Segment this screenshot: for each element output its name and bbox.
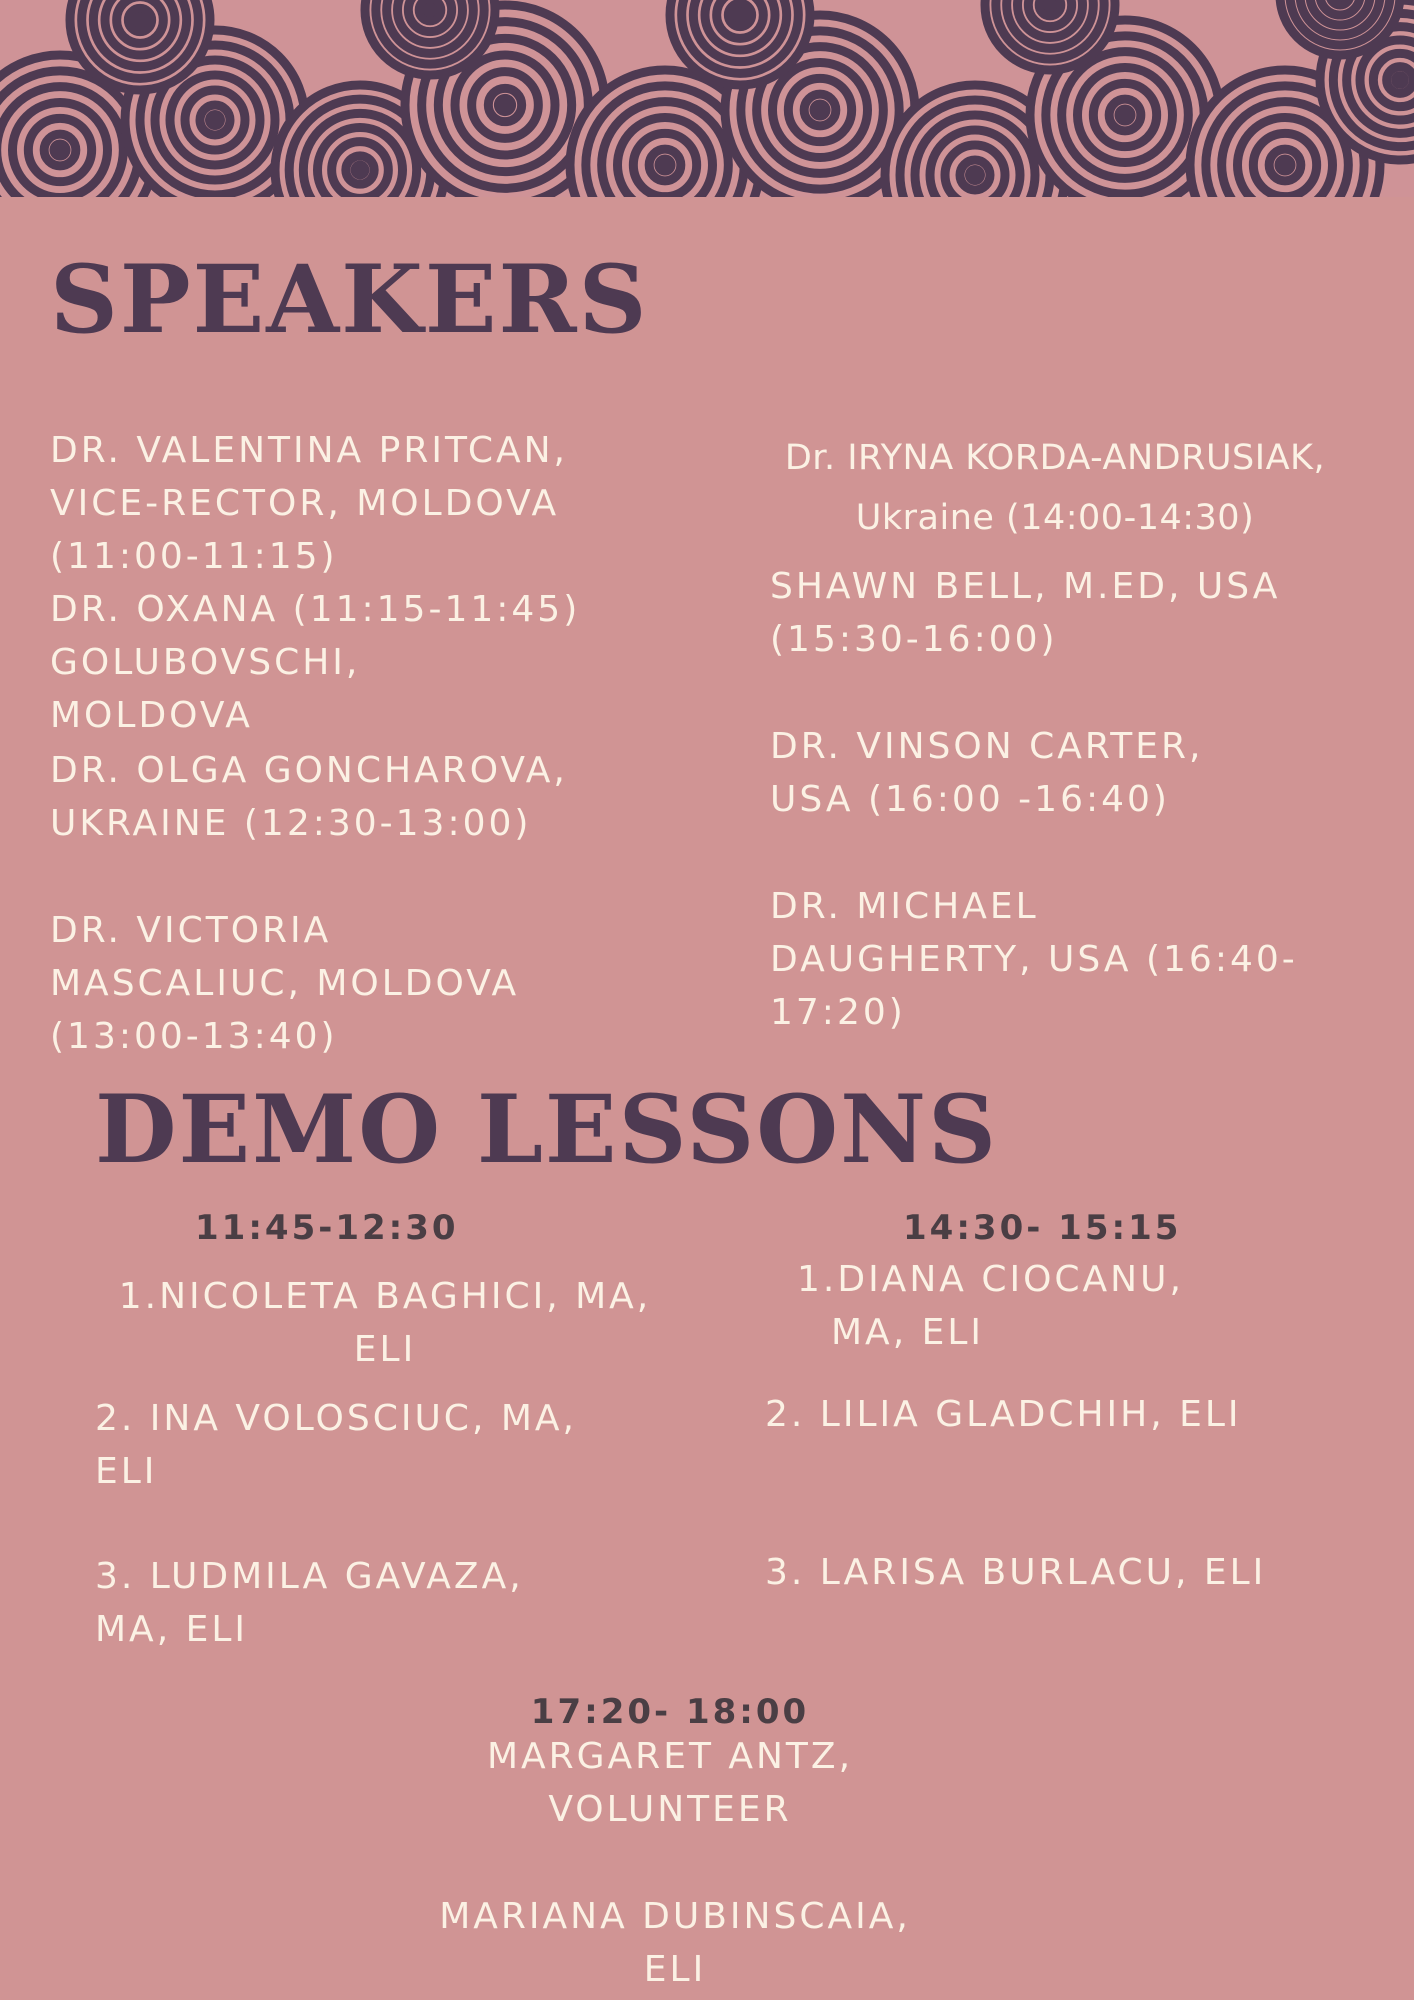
decorative-banner xyxy=(0,0,1414,197)
demo-lesson-volosciuc: 2. INA VOLOSCIUC, MA, ELI xyxy=(95,1398,577,1492)
speaker-mascaliuc: DR. VICTORIA MASCALIUC, MOLDOVA (13:00-13:40) xyxy=(50,910,520,1057)
demo-lesson-dubinscaia: MARIANA DUBINSCAIA, ELI xyxy=(439,1896,911,1990)
speaker-goncharova: DR. OLGA GONCHAROVA, UKRAINE (12:30-13:00) xyxy=(50,750,568,844)
demo-lesson-gavaza: 3. LUDMILA GAVAZA, MA, ELI xyxy=(95,1556,524,1650)
demo-lessons-heading: DEMO LESSONS xyxy=(95,1075,998,1185)
demo-lesson-gladchih: 2. LILIA GLADCHIH, ELI xyxy=(765,1394,1242,1435)
speakers-heading: SPEAKERS xyxy=(50,245,649,355)
demo-time-right: 14:30- 15:15 xyxy=(903,1208,1182,1248)
speaker-daugherty: DR. MICHAEL DAUGHERTY, USA (16:40- 17:20) xyxy=(770,886,1298,1033)
speaker-carter: DR. VINSON CARTER, USA (16:00 -16:40) xyxy=(770,726,1204,820)
demo-lesson-ciocanu: 1.DIANA CIOCANU, MA, ELI xyxy=(797,1259,1184,1353)
speaker-bell: SHAWN BELL, M.ED, USA (15:30-16:00) xyxy=(770,566,1281,660)
demo-lesson-baghici: 1.NICOLETA BAGHICI, MA, ELI xyxy=(118,1276,652,1370)
speaker-pritcan: DR. VALENTINA PRITCAN, VICE-RECTOR, MOLDOVA (11:00-11:15) xyxy=(50,430,568,577)
swirl-pattern-icon xyxy=(0,0,1414,197)
demo-time-bottom: 17:20- 18:00 xyxy=(530,1692,810,1732)
demo-lesson-antz: MARGARET ANTZ, VOLUNTEER xyxy=(486,1736,854,1830)
demo-lesson-burlacu: 3. LARISA BURLACU, ELI xyxy=(765,1552,1267,1593)
speaker-golubovschi: DR. OXANA (11:15-11:45) GOLUBOVSCHI, MOLDOVA xyxy=(50,589,581,736)
demo-time-left: 11:45-12:30 xyxy=(195,1208,459,1248)
speaker-korda-andrusiak: Dr. IRYNA KORDA-ANDRUSIAK, Ukraine (14:00-14:30) xyxy=(784,438,1326,538)
